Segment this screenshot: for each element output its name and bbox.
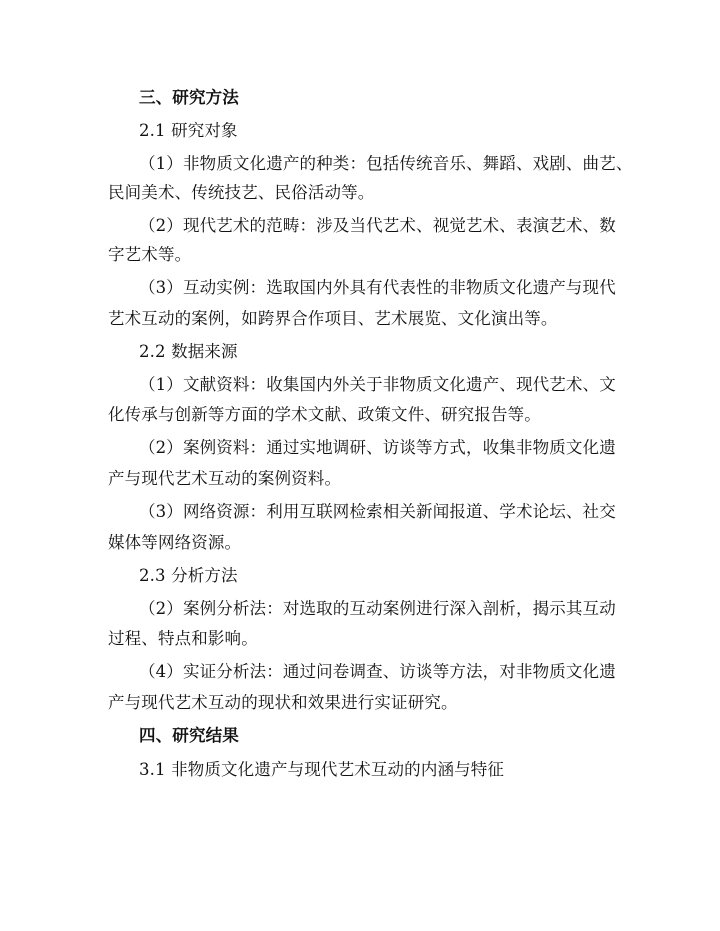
paragraph-line: （2）现代艺术的范畴：涉及当代艺术、视觉艺术、表演艺术、数 [139,216,616,235]
paragraph-line: （2）案例资料：通过实地调研、访谈等方式，收集非物质文化遗 [139,438,616,457]
subsection-title-research-object: 2.1 研究对象 [139,121,238,140]
paragraph-line: （1）文献资料：收集国内外关于非物质文化遗产、现代艺术、文 [139,375,616,394]
subsection-title-connotation-features: 3.1 非物质文化遗产与现代艺术互动的内涵与特征 [139,760,505,779]
paragraph-line: （3）互动实例：选取国内外具有代表性的非物质文化遗产与现代 [139,278,616,297]
paragraph-line: 化传承与创新等方面的学术文献、政策文件、研究报告等。 [108,405,541,424]
paragraph-line: 艺术互动的案例，如跨界合作项目、艺术展览、文化演出等。 [108,309,558,328]
paragraph-line: （4）实证分析法：通过问卷调查、访谈等方法，对非物质文化遗 [139,662,616,681]
section-heading-research-methods: 三、研究方法 [139,88,239,107]
subsection-title-data-sources: 2.2 数据来源 [139,342,238,361]
paragraph-line: （3）网络资源：利用互联网检索相关新闻报道、学术论坛、社交 [139,502,616,521]
paragraph-line: （1）非物质文化遗产的种类：包括传统音乐、舞蹈、戏剧、曲艺、 [139,154,633,173]
paragraph-line: 媒体等网络资源。 [108,533,242,552]
subsection-title-analysis-methods: 2.3 分析方法 [139,566,238,585]
paragraph-line: 产与现代艺术互动的现状和效果进行实证研究。 [108,693,458,712]
section-heading-research-results: 四、研究结果 [139,726,239,745]
paragraph-line: 过程、特点和影响。 [108,629,258,648]
paragraph-line: 产与现代艺术互动的案例资料。 [108,469,342,488]
paragraph-line: 民间美术、传统技艺、民俗活动等。 [108,183,375,202]
paragraph-line: （2）案例分析法：对选取的互动案例进行深入剖析，揭示其互动 [139,599,616,618]
paragraph-line: 字艺术等。 [108,245,192,264]
